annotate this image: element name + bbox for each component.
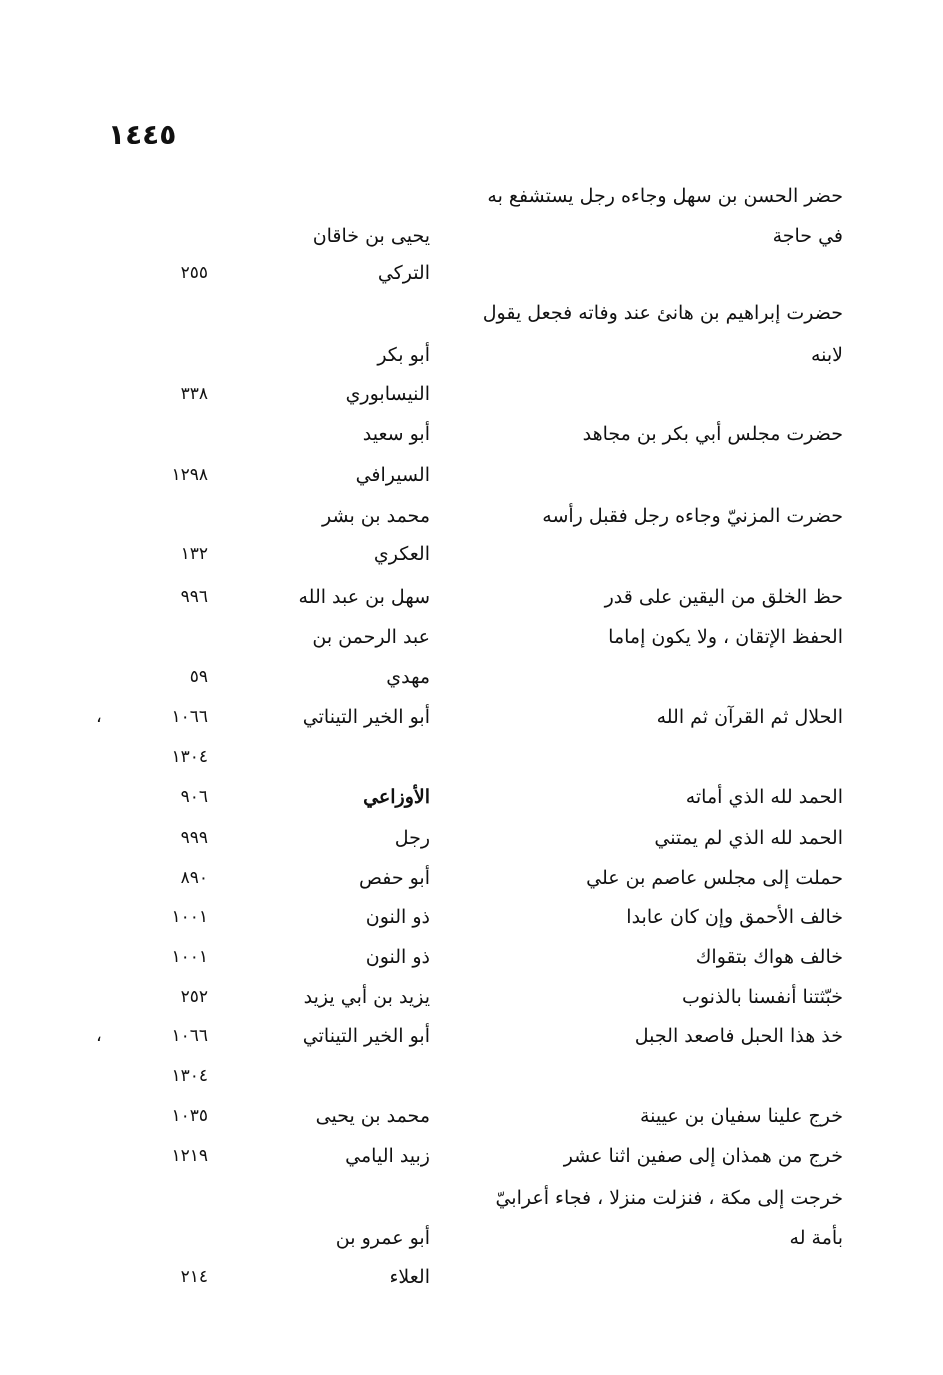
narrator-name: العلاء bbox=[389, 1266, 430, 1288]
page-reference: ٢٥٢ bbox=[180, 987, 208, 1007]
comma-mark: ، bbox=[96, 706, 102, 727]
saying-text: خالف الأحمق وإن كان عابدا bbox=[626, 906, 843, 928]
narrator-name: أبو سعيد bbox=[362, 423, 430, 445]
saying-text: حظ الخلق من اليقين على قدر bbox=[604, 586, 843, 608]
narrator-name: الأوزاعي bbox=[363, 786, 430, 808]
narrator-name: التركي bbox=[377, 262, 430, 284]
index-row bbox=[0, 1096, 943, 1136]
saying-text: حملت إلى مجلس عاصم بن علي bbox=[586, 867, 843, 889]
page-reference: ٢٥٥ bbox=[180, 263, 208, 283]
page-reference: ٩٠٦ bbox=[180, 787, 208, 807]
saying-text: حضرت المزنيّ وجاءه رجل فقبل رأسه bbox=[542, 505, 843, 527]
index-row bbox=[0, 1136, 943, 1176]
page-number: ١٤٤٥ bbox=[108, 118, 177, 151]
saying-text: في حاجة bbox=[772, 225, 843, 247]
index-row bbox=[0, 697, 943, 737]
index-row bbox=[0, 534, 943, 574]
narrator-name: ذو النون bbox=[365, 906, 430, 928]
index-row bbox=[0, 216, 943, 256]
narrator-name: محمد بن بشر bbox=[322, 505, 430, 527]
saying-text: الحلال ثم القرآن ثم الله bbox=[656, 706, 843, 728]
index-row bbox=[0, 1056, 943, 1096]
page-reference: ٩٩٩ bbox=[180, 828, 208, 848]
page-reference: ١٣٠٤ bbox=[171, 747, 208, 767]
saying-text: خالف هواك بتقواك bbox=[695, 946, 843, 968]
index-row bbox=[0, 737, 943, 777]
saying-text: حضرت إبراهيم بن هانئ عند وفاته فجعل يقول bbox=[482, 302, 843, 324]
saying-text: خرج علينا سفيان بن عيينة bbox=[639, 1105, 843, 1127]
index-row bbox=[0, 253, 943, 293]
page-reference: ١٣٢ bbox=[180, 544, 208, 564]
page-reference: ١٠٣٥ bbox=[171, 1106, 208, 1126]
narrator-name: أبو حفص bbox=[358, 867, 430, 889]
index-row bbox=[0, 1178, 943, 1218]
index-row bbox=[0, 1016, 943, 1056]
narrator-name: النيسابوري bbox=[345, 383, 430, 405]
narrator-name: أبو الخير التيناتي bbox=[302, 706, 430, 728]
saying-text: حضر الحسن بن سهل وجاءه رجل يستشفع به bbox=[487, 185, 843, 207]
page-reference: ٢١٤ bbox=[180, 1267, 208, 1287]
narrator-name: محمد بن يحيى bbox=[315, 1105, 430, 1127]
index-row bbox=[0, 1218, 943, 1258]
saying-text: خرجت إلى مكة ، فنزلت منزلا ، فجاء أعرابيّ bbox=[495, 1187, 843, 1209]
page-reference: ١٠٦٦ bbox=[171, 1026, 208, 1046]
index-row bbox=[0, 414, 943, 454]
narrator-name: أبو عمرو بن bbox=[335, 1227, 430, 1249]
saying-text: الحمد لله الذي لم يمتني bbox=[654, 827, 843, 849]
narrator-name: أبو بكر bbox=[377, 344, 430, 366]
index-row bbox=[0, 1257, 943, 1297]
index-row bbox=[0, 374, 943, 414]
page-reference: ١٠٦٦ bbox=[171, 707, 208, 727]
saying-text: حضرت مجلس أبي بكر بن مجاهد bbox=[582, 423, 843, 445]
narrator-name: رجل bbox=[394, 827, 430, 849]
narrator-name: مهدي bbox=[386, 666, 430, 688]
index-row bbox=[0, 897, 943, 937]
narrator-name: يحيى بن خاقان bbox=[312, 225, 430, 247]
page-reference: ٨٩٠ bbox=[180, 868, 208, 888]
narrator-name: سهل بن عبد الله bbox=[298, 586, 430, 608]
page-reference: ٣٣٨ bbox=[180, 384, 208, 404]
index-row bbox=[0, 818, 943, 858]
index-row bbox=[0, 293, 943, 333]
page-reference: ١٢١٩ bbox=[171, 1146, 208, 1166]
page-reference: ١٠٠١ bbox=[171, 907, 208, 927]
narrator-name: أبو الخير التيناتي bbox=[302, 1025, 430, 1047]
page-reference: ١٢٩٨ bbox=[171, 465, 208, 485]
index-row bbox=[0, 777, 943, 817]
comma-mark: ، bbox=[96, 1025, 102, 1046]
page-reference: ٩٩٦ bbox=[180, 587, 208, 607]
index-row bbox=[0, 657, 943, 697]
index-row bbox=[0, 617, 943, 657]
page-reference: ١٣٠٤ bbox=[171, 1066, 208, 1086]
saying-text: خرج من همذان إلى صفين اثنا عشر bbox=[563, 1145, 843, 1167]
saying-text: خبّثتنا أنفسنا بالذنوب bbox=[681, 986, 843, 1008]
saying-text: لابنه bbox=[810, 344, 843, 366]
narrator-name: يزيد بن أبي يزيد bbox=[303, 986, 430, 1008]
index-row bbox=[0, 577, 943, 617]
narrator-name: زبيد اليامي bbox=[345, 1145, 430, 1167]
index-row bbox=[0, 977, 943, 1017]
saying-text: الحمد لله الذي أماته bbox=[685, 786, 843, 808]
narrator-name: السيرافي bbox=[355, 464, 430, 486]
saying-text: بأمة له bbox=[789, 1227, 843, 1249]
index-row bbox=[0, 455, 943, 495]
index-row bbox=[0, 858, 943, 898]
narrator-name: العكري bbox=[373, 543, 430, 565]
narrator-name: عبد الرحمن بن bbox=[312, 626, 430, 648]
saying-text: خذ هذا الحبل فاصعد الجبل bbox=[634, 1025, 843, 1047]
index-row bbox=[0, 496, 943, 536]
index-row bbox=[0, 176, 943, 216]
index-row bbox=[0, 335, 943, 375]
page-reference: ١٠٠١ bbox=[171, 947, 208, 967]
narrator-name: ذو النون bbox=[365, 946, 430, 968]
saying-text: الحفظ الإتقان ، ولا يكون إماما bbox=[608, 626, 843, 648]
index-row bbox=[0, 937, 943, 977]
page-reference: ٥٩ bbox=[189, 667, 208, 687]
